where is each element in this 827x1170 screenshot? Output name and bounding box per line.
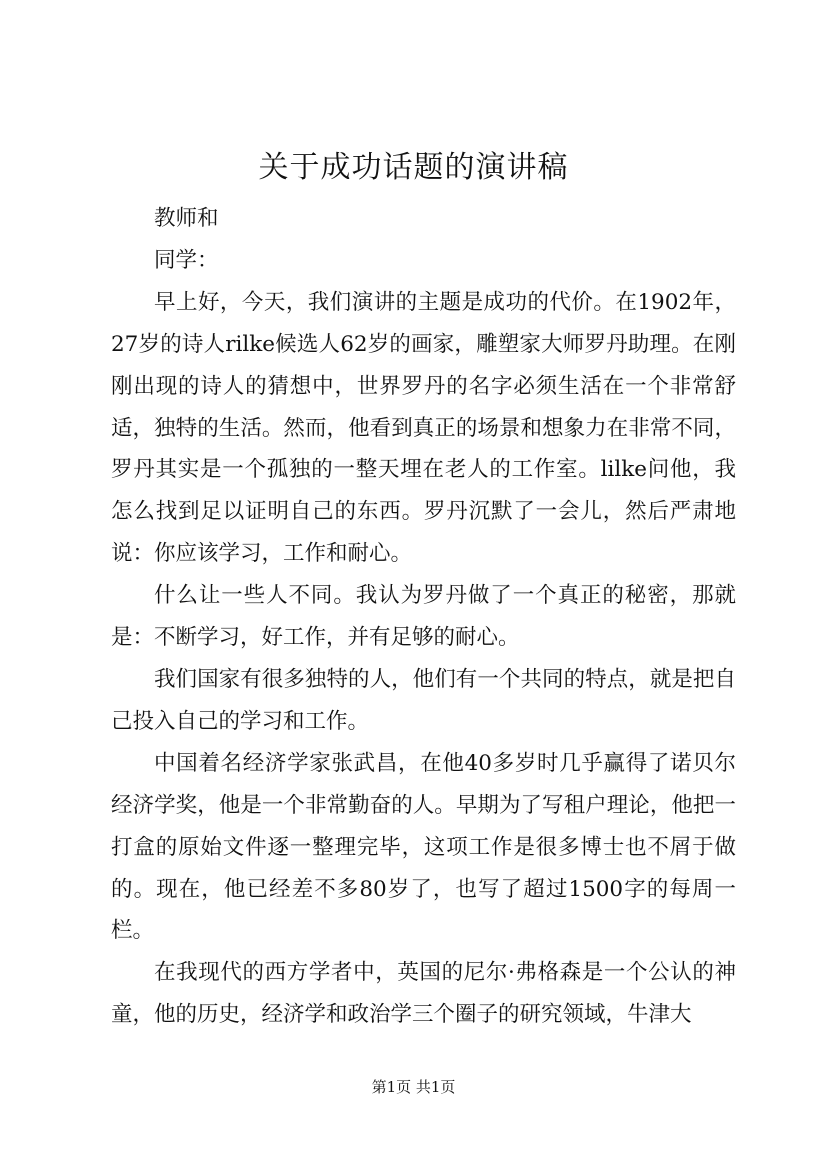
paragraph-unique-people: 我们国家有很多独特的人，他们有一个共同的特点，就是把自己投入自己的学习和工作。 [111, 666, 736, 734]
paragraph-salutation-2: 同学： [154, 247, 219, 273]
document-title: 关于成功话题的演讲稿 [258, 150, 569, 185]
paragraph-salutation-1: 教师和 [154, 206, 219, 231]
paragraph-economist: 中国着名经济学家张武昌，在他40多岁时几乎赢得了诺贝尔经济学奖，他是一个非常勤奋的人。早期为了写租户理论，他把一打盒的原始文件逐一整理完毕，这项工作是很多博士也不屑于做的。现在，他已经差不多80岁了，也写了超过1500字的每周一栏。 [111, 750, 736, 944]
paragraph-ferguson: 在我现代的西方学者中，英国的尼尔·弗格森是一个公认的神童，他的历史，经济学和政治学三个圈子的研究领域，牛津大 [111, 960, 736, 1028]
paragraph-rilke-rodin: 早上好，今天，我们演讲的主题是成功的代价。在1902年，27岁的诗人rilke候选人62岁的画家，雕塑家大师罗丹助理。在刚刚出现的诗人的猜想中，世界罗丹的名字必须生活在一个非常舒适，独特的生活。然而，他看到真正的场景和想象力在非常不同，罗丹其实是一个孤独的一整天埋在老人的工作室。lilke问他，我怎么找到足以证明自己的东西。罗丹沉默了一会儿，然后严肃地说：你应该学习，工作和耐心。 [111, 289, 736, 567]
page-footer: 第1页 共1页 [371, 1078, 456, 1096]
document-body [111, 198, 736, 1036]
paragraph-secret: 什么让一些人不同。我认为罗丹做了一个真正的秘密，那就是：不断学习，好工作，并有足够的耐心。 [111, 583, 736, 651]
